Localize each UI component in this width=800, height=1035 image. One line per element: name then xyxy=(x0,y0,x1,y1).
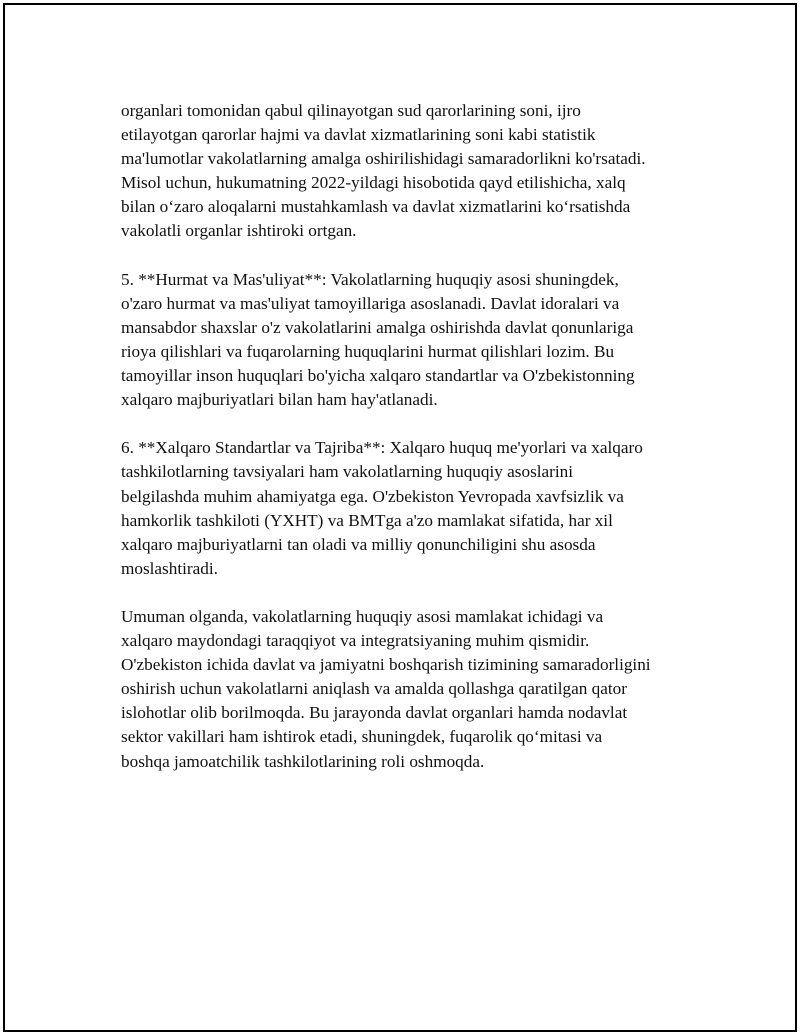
text-line: hamkorlik tashkiloti (YXHT) va BMTga a'zo mamlakat sifatida, har xil xyxy=(121,510,613,530)
text-line: o'zaro hurmat va mas'uliyat tamoyillariga asoslanadi. Davlat idoralari va xyxy=(121,293,620,313)
text-line: organlari tomonidan qabul qilinayotgan sud qarorlarining soni, ijro xyxy=(121,101,581,120)
document-page xyxy=(3,3,797,1032)
text-line: xalqaro majburiyatlari bilan ham hay'atlanadi. xyxy=(121,390,438,410)
text-line: vakolatli organlar ishtiroki ortgan. xyxy=(121,221,357,241)
text-line: etilayotgan qarorlar hajmi va davlat xizmatlarining soni kabi statistik xyxy=(121,125,596,145)
text-line: tamoyillar inson huquqlari bo'yicha xalqaro standartlar va O'zbekistonning xyxy=(121,366,635,386)
text-line: oshirish uchun vakolatlarni aniqlash va amalda qollashga qaratilgan qator xyxy=(121,679,627,699)
text-line: mansabdor shaxslar o'z vakolatlarini amalga oshirishda davlat qonunlariga xyxy=(121,317,634,337)
text-line: boshqa jamoatchilik tashkilotlarining roli oshmoqda. xyxy=(121,751,485,771)
paragraph-respect-responsibility xyxy=(121,268,701,413)
text-line: xalqaro maydondagi taraqqiyot va integratsiyaning muhim qismidir. xyxy=(121,631,590,651)
text-line: moslashtiradi. xyxy=(121,558,218,578)
paragraph-conclusion xyxy=(121,605,701,774)
text-line: O'zbekiston ichida davlat va jamiyatni boshqarish tizimining samaradorligini xyxy=(121,655,651,675)
document-body xyxy=(121,99,701,798)
text-line: tashkilotlarning tavsiyalari ham vakolatlarning huquqiy asoslarini xyxy=(121,462,574,482)
text-line: xalqaro majburiyatlarni tan oladi va milliy qonunchiligini shu asosda xyxy=(121,534,596,554)
text-line: bilan o‘zaro aloqalarni mustahkamlash va davlat xizmatlarini ko‘rsatishda xyxy=(121,197,631,217)
paragraph-statistics xyxy=(121,99,701,244)
text-line: islohotlar olib borilmoqda. Bu jarayonda davlat organlari hamda nodavlat xyxy=(121,703,628,723)
text-line: 6. **Xalqaro Standartlar va Tajriba**: Xalqaro huquq me'yorlari va xalqaro xyxy=(121,438,643,458)
text-line: rioya qilishlari va fuqarolarning huquqlarini hurmat qilishlari lozim. Bu xyxy=(121,341,615,361)
paragraph-international-standards xyxy=(121,436,701,581)
text-line: sektor vakillari ham ishtirok etadi, shuningdek, fuqarolik qo‘mitasi va xyxy=(121,727,603,747)
text-line: 5. **Hurmat va Mas'uliyat**: Vakolatlarning huquqiy asosi shuningdek, xyxy=(121,269,619,289)
text-line: ma'lumotlar vakolatlarning amalga oshirilishidagi samaradorlikni ko'rsatadi. xyxy=(121,149,646,169)
text-line: Misol uchun, hukumatning 2022-yildagi hisobotida qayd etilishicha, xalq xyxy=(121,173,626,193)
text-line: Umuman olganda, vakolatlarning huquqiy asosi mamlakat ichidagi va xyxy=(121,606,604,626)
text-line: belgilashda muhim ahamiyatga ega. O'zbekiston Yevropada xavfsizlik va xyxy=(121,486,624,506)
